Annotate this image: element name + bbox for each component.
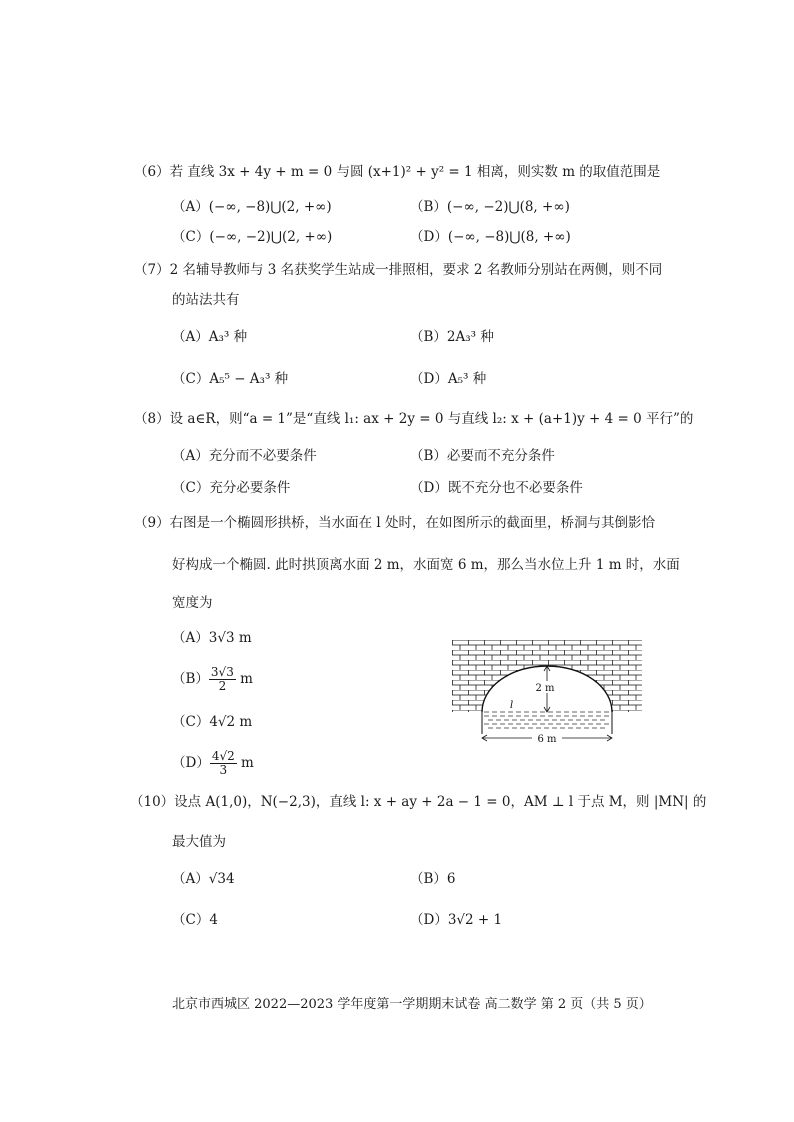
q9-option-b-denominator: 2: [218, 679, 227, 693]
q9-option-b: [172, 664, 253, 694]
q8-option-a: （A）充分而不必要条件: [172, 448, 317, 464]
height-label: 2 m: [535, 683, 555, 694]
water-surface: [484, 712, 610, 728]
q8-stem: （8）设 a∈R，则“a = 1”是“直线 l₁: ax + 2y = 0 与直线 l₂: x + (a+1)y + 4 = 0 平行”的: [134, 411, 694, 427]
page-footer: 北京市西城区 2022—2023 学年度第一学期期末试卷 高二数学 第 2 页（共 5 页）: [172, 997, 652, 1012]
q9-option-b-unit: m: [240, 671, 253, 687]
q9-option-d-fraction: [210, 750, 237, 777]
q9-stem-line1: （9）右图是一个椭圆形拱桥，当水面在 l 处时，在如图所示的截面里，桥洞与其倒影恰: [134, 515, 655, 531]
q9-option-b-fraction: [209, 666, 236, 693]
q10-option-b: （B）6: [410, 871, 456, 887]
q9-stem-line3: 宽度为: [172, 595, 213, 611]
q7-option-a: （A）A₃³ 种: [172, 329, 248, 345]
q9-stem-line2: 好构成一个椭圆. 此时拱顶离水面 2 m，水面宽 6 m，那么当水位上升 1 m 时，水面: [172, 557, 680, 573]
q6-option-b: （B）(−∞, −2)⋃(8, +∞): [410, 199, 570, 215]
q8-option-b: （B）必要而不充分条件: [410, 448, 555, 464]
q10-stem-line1: （10）设点 A(1,0)，N(−2,3)，直线 l: x + ay + 2a − 1 = 0，AM ⊥ l 于点 M，则 |MN| 的: [130, 794, 707, 810]
q6-option-d: （D）(−∞, −8)⋃(8, +∞): [410, 229, 571, 245]
q6-option-c: （C）(−∞, −2)⋃(2, +∞): [172, 229, 333, 245]
q9-option-b-numerator: 3√3: [210, 665, 234, 679]
q9-option-d-numerator: 4√2: [211, 749, 235, 763]
q9-option-d-label: （D）: [172, 755, 210, 771]
q9-option-c: （C）4√2 m: [172, 714, 253, 730]
q9-option-d: [172, 748, 254, 778]
q9-option-d-denominator: 3: [219, 763, 228, 777]
q10-stem-line2: 最大值为: [172, 834, 226, 850]
q10-option-c: （C）4: [172, 912, 218, 928]
q10-option-a: （A）√34: [172, 871, 235, 887]
q6-option-a: （A）(−∞, −8)⋃(2, +∞): [172, 199, 332, 215]
q8-option-d: （D）既不充分也不必要条件: [410, 480, 583, 496]
q9-option-d-unit: m: [241, 755, 254, 771]
q8-option-c: （C）充分必要条件: [172, 480, 291, 496]
water-level-label: l: [510, 700, 514, 711]
q7-option-d: （D）A₅³ 种: [410, 371, 487, 387]
q7-stem-line1: （7）2 名辅导教师与 3 名获奖学生站成一排照相，要求 2 名教师分别站在两侧，则不同: [134, 262, 663, 278]
width-label: 6 m: [537, 734, 557, 745]
q7-option-c: （C）A₅⁵ − A₃³ 种: [172, 371, 289, 387]
q10-option-d: （D）3√2 + 1: [410, 912, 503, 928]
q7-option-b: （B）2A₃³ 种: [410, 329, 494, 345]
q9-option-a: （A）3√3 m: [172, 630, 252, 646]
q6-stem: （6）若 直线 3x + 4y + m = 0 与圆 (x+1)² + y² = 1 相离，则实数 m 的取值范围是: [134, 164, 661, 180]
q7-stem-line2: 的站法共有: [172, 292, 240, 308]
q9-option-b-label: （B）: [172, 671, 209, 687]
bridge-figure: [452, 640, 642, 750]
